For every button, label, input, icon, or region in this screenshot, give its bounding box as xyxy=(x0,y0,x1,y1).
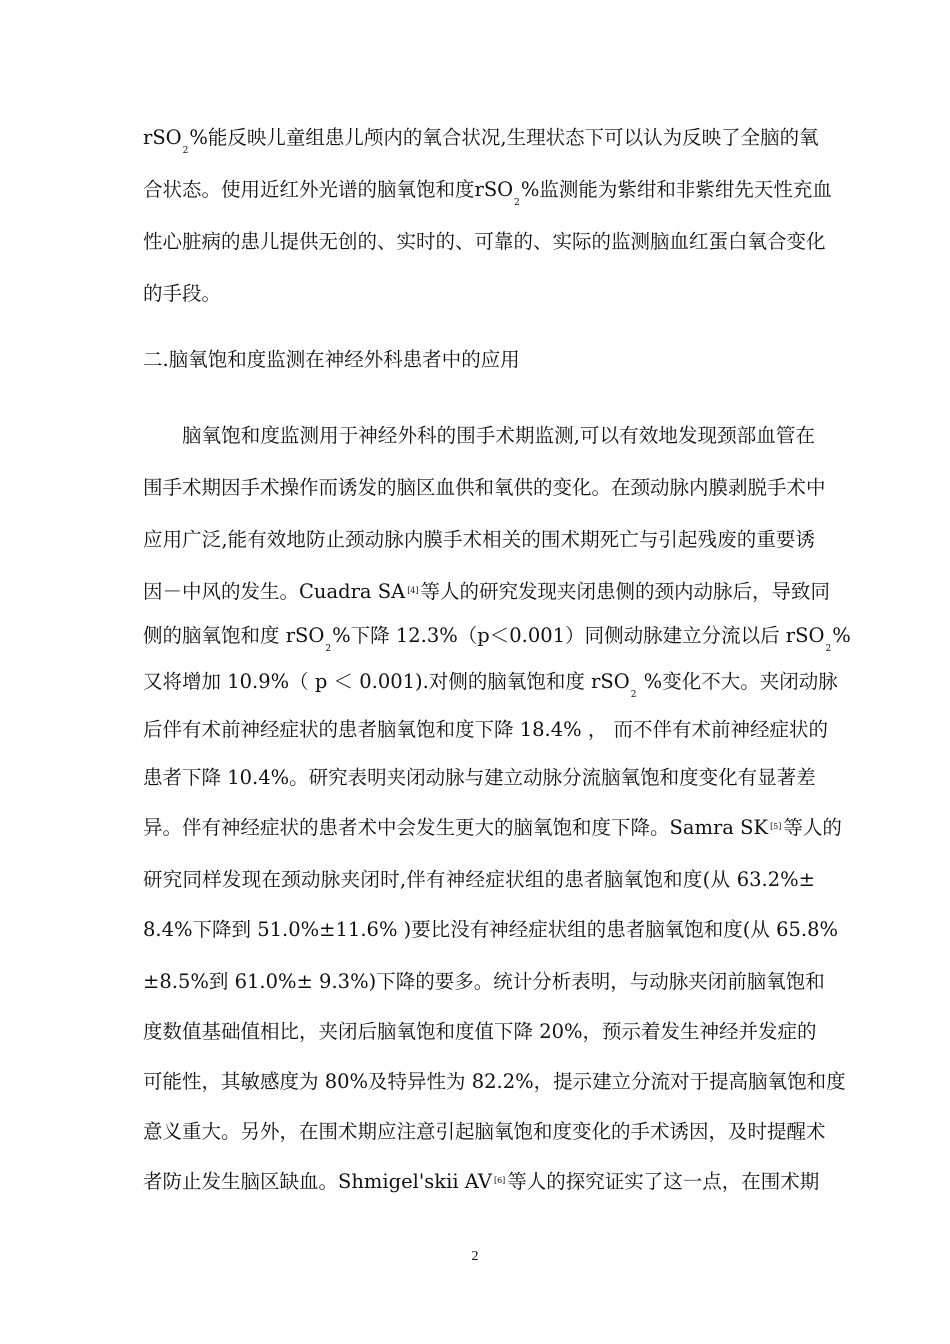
citation-4: [4] xyxy=(407,586,419,595)
paragraph-2-line-7: 后伴有术前神经症状的患者脑氧饱和度下降 18.4% ， 而不伴有术前神经症状的 xyxy=(143,718,829,741)
paragraph-1-line-2: 合状态。使用近红外光谱的脑氧饱和度rSO$_2$%监测能为紫绀和非紫绀先天性充血 xyxy=(143,178,832,208)
paragraph-2-line-16: 者防止发生脑区缺血。Shmigel'skii AV [6] 等人的探究证实了这一点，在围术期 xyxy=(143,1170,820,1193)
paragraph-2-line-14: 可能性，其敏感度为 80%及特异性为 82.2%，提示建立分流对于提高脑氧饱和度 xyxy=(143,1070,846,1093)
page-number: 2 xyxy=(471,1249,479,1264)
paragraph-2-line-12: ±8.5%到 61.0%± 9.3%)下降的要多。统计分析表明，与动脉夹闭前脑氧饱和 xyxy=(143,970,825,993)
paragraph-1-line-1: rSO$_2$%能反映儿童组患儿颅内的氧合状况,生理状态下可以认为反映了全脑的氧 xyxy=(143,126,819,156)
paragraph-2-line-5: 侧的脑氧饱和度 rSO$_2$%下降 12.3%（p＜0.001）同侧动脉建立分流以后 rSO$_2$% xyxy=(143,624,851,654)
paragraph-2-line-11: 8.4%下降到 51.0%±11.6% )要比没有神经症状组的患者脑氧饱和度(从 65.8% xyxy=(143,918,839,941)
paragraph-2-line-1: 脑氧饱和度监测用于神经外科的围手术期监测,可以有效地发现颈部血管在 xyxy=(182,424,815,447)
citation-6: [6] xyxy=(493,1176,506,1185)
paragraph-2-line-9: 异。伴有神经症状的患者术中会发生更大的脑氧饱和度下降。Samra SK [5] 等人的 xyxy=(143,816,842,839)
paragraph-2-line-6: 又将增加 10.9%（ p ＜ 0.001).对侧的脑氧饱和度 rSO$_2$ %变化不大。夹闭动脉 xyxy=(143,670,838,700)
paragraph-2-line-13: 度数值基础值相比，夹闭后脑氧饱和度值下降 20%，预示着发生神经并发症的 xyxy=(143,1020,817,1043)
paragraph-2-line-4: 因－中风的发生。Cuadra SA [4] 等人的研究发现夹闭患侧的颈内动脉后，导致同 xyxy=(143,580,831,603)
paragraph-2-line-8: 患者下降 10.4%。研究表明夹闭动脉与建立动脉分流脑氧饱和度变化有显著差 xyxy=(143,766,816,789)
paragraph-2-line-10: 研究同样发现在颈动脉夹闭时,伴有神经症状组的患者脑氧饱和度(从 63.2%± xyxy=(143,868,815,891)
citation-5: [5] xyxy=(770,822,782,831)
section-heading: 二.脑氧饱和度监测在神经外科患者中的应用 xyxy=(143,348,520,371)
paragraph-2-line-15: 意义重大。另外，在围术期应注意引起脑氧饱和度变化的手术诱因，及时提醒术 xyxy=(143,1120,826,1143)
paragraph-1-line-4: 的手段。 xyxy=(143,282,222,305)
paragraph-1-line-3: 性心脏病的患儿提供无创的、实时的、可靠的、实际的监测脑血红蛋白氧合变化 xyxy=(143,230,826,253)
paragraph-2-line-2: 围手术期因手术操作而诱发的脑区血供和氧供的变化。在颈动脉内膜剥脱手术中 xyxy=(143,476,826,499)
paragraph-2-line-3: 应用广泛,能有效地防止颈动脉内膜手术相关的围术期死亡与引起残废的重要诱 xyxy=(143,528,815,551)
